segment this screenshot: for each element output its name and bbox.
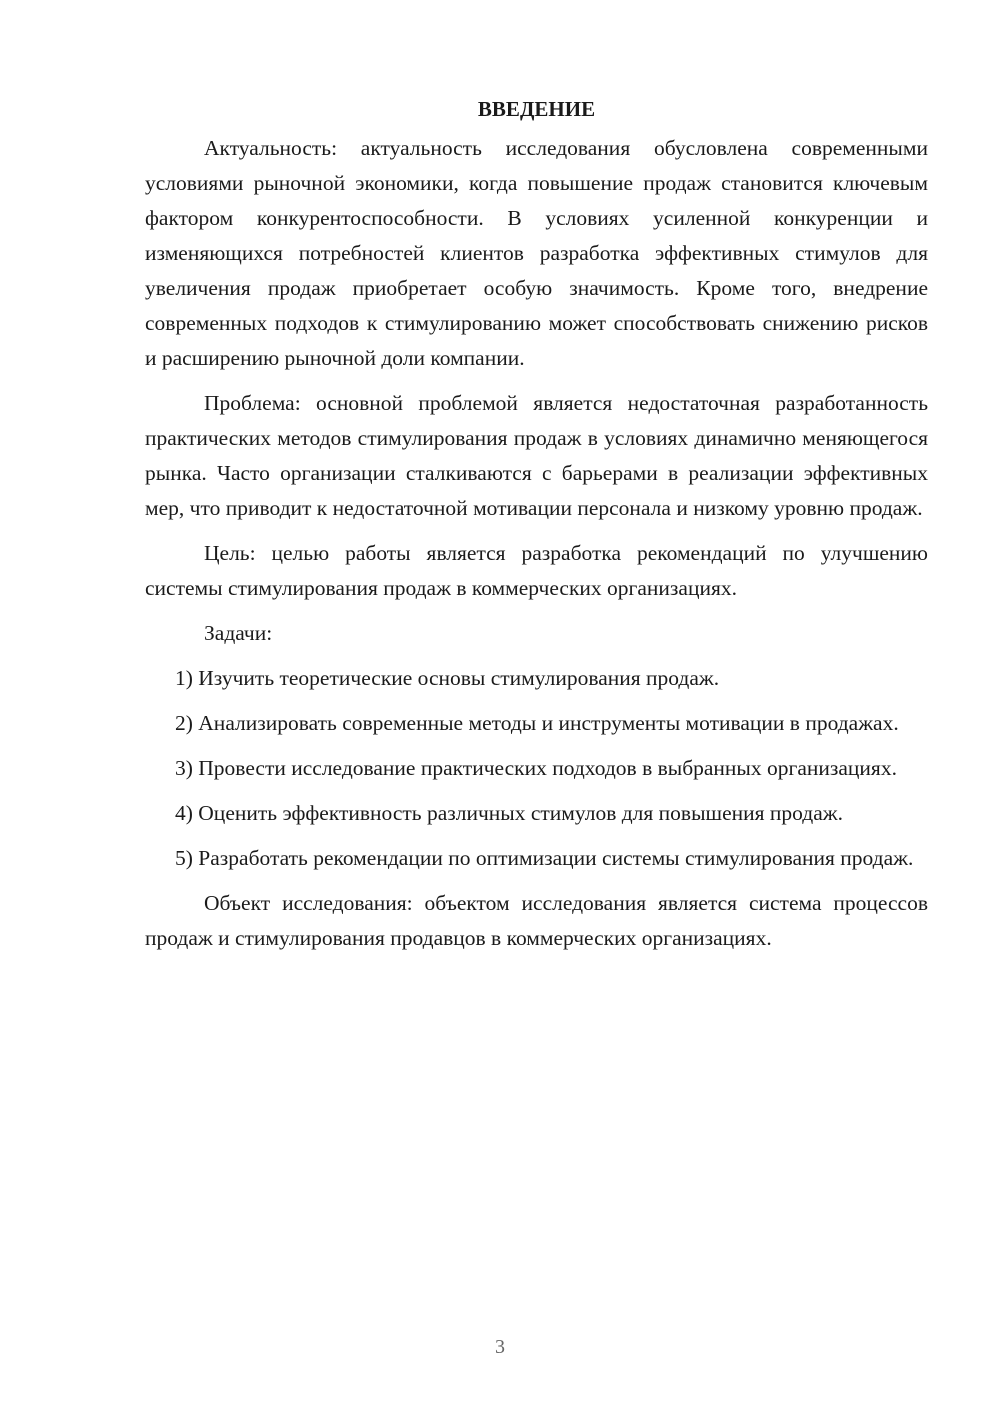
task-item-5: 5) Разработать рекомендации по оптимизации системы стимулирования продаж.	[175, 846, 914, 870]
page-number: 3	[495, 1336, 505, 1358]
task-item-1: 1) Изучить теоретические основы стимулирования продаж.	[175, 666, 720, 690]
problem-paragraph: Проблема: основной проблемой является недостаточная разработанность практических методов стимулирования продаж в условиях динамично меняющегося рынка. Часто организации сталкиваются с барьерами в реализации эффективных мер, что приводит к недостаточной мотивации персонала и низкому уровню продаж.	[145, 391, 928, 520]
relevance-paragraph: Актуальность: актуальность исследования обусловлена современными условиями рыночной экономики, когда повышение продаж становится ключевым фактором конкурентоспособности. В условиях усиленной конкуренции и изменяющихся потребностей клиентов разработка эффективных стимулов для увеличения продаж приобретает особую значимость. Кроме того, внедрение современных подходов к стимулированию может способствовать снижению рисков и расширению рыночной доли компании.	[145, 136, 928, 370]
object-paragraph: Объект исследования: объектом исследования является система процессов продаж и стимулирования продавцов в коммерческих организациях.	[145, 891, 928, 950]
task-item-3: 3) Провести исследование практических подходов в выбранных организациях.	[175, 756, 897, 780]
goal-paragraph: Цель: целью работы является разработка рекомендаций по улучшению системы стимулирования продаж в коммерческих организациях.	[145, 541, 928, 600]
document-page	[145, 92, 928, 966]
section-heading: ВВЕДЕНИЕ	[477, 97, 596, 121]
tasks-label: Задачи:	[204, 621, 273, 645]
task-item-2: 2) Анализировать современные методы и инструменты мотивации в продажах.	[175, 711, 899, 735]
task-item-4: 4) Оценить эффективность различных стимулов для повышения продаж.	[175, 801, 843, 825]
